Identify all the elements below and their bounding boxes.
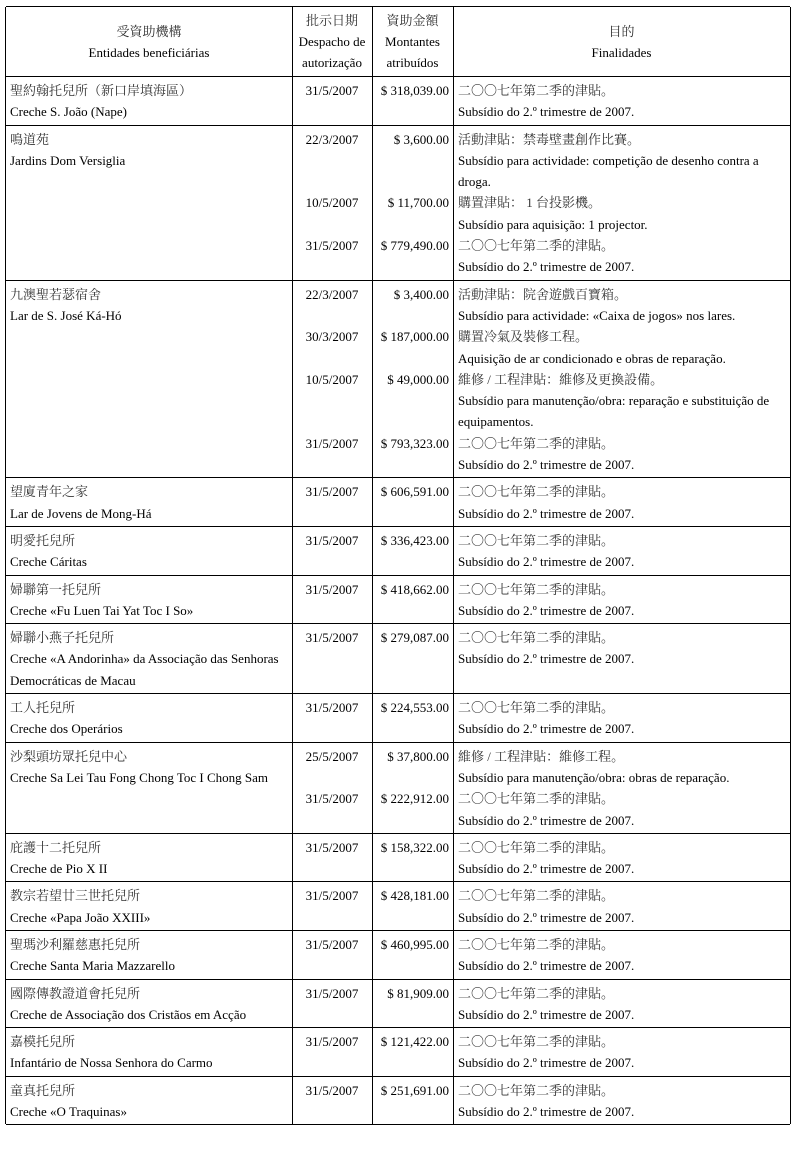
entity-name-zh: 教宗若望廿三世托兒所 [10, 888, 141, 904]
entry-list [292, 481, 790, 524]
header-date-zh: 批示日期 [305, 13, 358, 28]
entity-cell [6, 627, 292, 691]
purpose-pt: Subsídio para actividade: competição de desenho contra a droga. [458, 152, 759, 190]
amount: $ 11,700.00 [387, 195, 449, 211]
purpose-zh: 二〇〇七年第二季的津貼。 [458, 83, 615, 98]
entity-name-zh: 嘉模托兒所 [10, 1034, 76, 1050]
subsidy-entry [292, 746, 790, 789]
purpose-pt: Subsídio para manutenção/obra: obras de reparação. [458, 769, 730, 785]
purpose-cell [453, 129, 790, 193]
header-purpose-zh: 目的 [608, 23, 635, 39]
entry-list [292, 80, 790, 123]
entity-cell [6, 579, 292, 622]
entry-list [292, 837, 790, 880]
authorization-date: 31/5/2007 [305, 888, 359, 904]
purpose-cell [453, 80, 790, 123]
authorization-date: 31/5/2007 [305, 936, 359, 952]
header-amount [372, 7, 453, 76]
purpose-pt: Subsídio do 2.º trimestre de 2007. [458, 104, 635, 120]
header-amount-pt: atribuídos [386, 55, 439, 70]
entity-name-pt: Lar de S. José Ká-Hó [10, 307, 122, 323]
entity-name-zh: 婦聯第一托兒所 [10, 581, 102, 597]
entity-name-pt: Creche de Associação dos Cristãos em Acção [10, 1006, 247, 1022]
header-amount-zh: 資助金額 [386, 13, 439, 28]
subsidy-entry [292, 530, 790, 573]
table-row [6, 694, 790, 743]
purpose-pt: Subsídio do 2.º trimestre de 2007. [458, 861, 635, 877]
purpose-zh: 二〇〇七年第二季的津貼。 [458, 532, 615, 548]
entity-cell [6, 934, 292, 977]
purpose-cell [453, 1080, 790, 1123]
entity-cell [6, 284, 292, 476]
entity-cell [6, 481, 292, 524]
authorization-date: 31/5/2007 [305, 1082, 359, 1098]
entity-name-pt: Creche «Fu Luen Tai Yat Toc I So» [10, 602, 194, 618]
entity-name-pt: Infantário de Nossa Senhora do Carmo [10, 1055, 213, 1071]
entry-list [292, 885, 790, 928]
subsidy-entry [292, 983, 790, 1026]
entity-name-pt: Creche de Pio X II [10, 861, 108, 877]
entity-cell [6, 1080, 292, 1123]
header-amount-pt: Montantes [385, 34, 440, 49]
authorization-date: 31/5/2007 [305, 435, 359, 451]
authorization-date: 31/5/2007 [305, 700, 359, 716]
authorization-date: 31/5/2007 [305, 238, 359, 254]
subsidy-entry [292, 129, 790, 193]
authorization-date: 31/5/2007 [305, 985, 359, 1001]
table-row [6, 1028, 790, 1077]
entity-cell [6, 129, 292, 278]
subsidy-entry [292, 579, 790, 622]
header-entities-zh: 受資助機構 [116, 23, 182, 39]
authorization-date: 25/5/2007 [305, 748, 359, 764]
entity-name-pt: Creche S. João (Nape) [10, 104, 127, 120]
purpose-pt: Subsídio do 2.º trimestre de 2007. [458, 505, 635, 521]
amount: $ 251,691.00 [380, 1082, 449, 1098]
entry-list [292, 579, 790, 622]
entry-list [292, 530, 790, 573]
header-purpose [453, 7, 790, 76]
entity-name-pt: Creche Santa Maria Mazzarello [10, 958, 175, 974]
purpose-pt: Subsídio do 2.º trimestre de 2007. [458, 1006, 635, 1022]
table-row [6, 478, 790, 527]
purpose-pt: Subsídio do 2.º trimestre de 2007. [458, 259, 635, 275]
entity-cell [6, 746, 292, 831]
amount: $ 222,912.00 [380, 791, 449, 807]
table-row [6, 931, 790, 980]
table-row [6, 77, 790, 126]
subsidy-entry [292, 369, 790, 433]
entry-list [292, 697, 790, 740]
authorization-date: 31/5/2007 [305, 532, 359, 548]
entity-cell [6, 983, 292, 1026]
subsidy-entry [292, 1031, 790, 1074]
purpose-zh: 二〇〇七年第二季的津貼。 [458, 435, 615, 451]
purpose-pt: Subsídio do 2.º trimestre de 2007. [458, 651, 635, 667]
purpose-zh: 活動津貼：禁毒壁畫創作比賽。 [458, 131, 641, 147]
entity-name-pt: Creche Cáritas [10, 554, 87, 570]
purpose-zh: 二〇〇七年第二季的津貼。 [458, 484, 615, 500]
entity-name-zh: 九澳聖若瑟宿舍 [10, 286, 102, 302]
purpose-zh: 二〇〇七年第二季的津貼。 [458, 985, 615, 1001]
entry-list [292, 627, 790, 691]
table-row [6, 281, 790, 479]
table-row [6, 834, 790, 883]
subsidy-entry [292, 1080, 790, 1123]
subsidy-entry [292, 697, 790, 740]
authorization-date: 31/5/2007 [305, 1034, 359, 1050]
table-border-right [790, 7, 791, 1124]
subsidy-entry [292, 934, 790, 977]
entity-cell [6, 80, 292, 123]
purpose-zh: 二〇〇七年第二季的津貼。 [458, 888, 615, 904]
entity-name-pt: Creche «O Traquinas» [10, 1104, 127, 1120]
table-border-left [5, 7, 6, 1124]
entity-name-zh: 婦聯小燕子托兒所 [10, 630, 115, 646]
entity-name-pt: Creche «Papa João XXIII» [10, 909, 151, 925]
amount: $ 336,423.00 [380, 532, 449, 548]
entity-name-zh: 聖約翰托兒所（新口岸填海區） [10, 83, 193, 98]
header-purpose-pt: Finalidades [591, 44, 652, 60]
table-header [6, 7, 790, 77]
authorization-date: 10/5/2007 [305, 371, 359, 387]
purpose-zh: 二〇〇七年第二季的津貼。 [458, 936, 615, 952]
entity-name-zh: 國際傳教證道會托兒所 [10, 985, 141, 1001]
purpose-pt: Subsídio do 2.º trimestre de 2007. [458, 602, 635, 618]
entity-name-pt: Creche «A Andorinha» da Associação das Senhoras Democráticas de Macau [10, 651, 279, 688]
authorization-date: 31/5/2007 [305, 83, 359, 98]
purpose-cell [453, 192, 790, 235]
subsidy-entry [292, 284, 790, 327]
purpose-pt: Subsídio para actividade: «Caixa de jogos» nos lares. [458, 307, 736, 323]
amount: $ 81,909.00 [387, 985, 449, 1001]
entry-list [292, 1080, 790, 1123]
amount: $ 37,800.00 [387, 748, 449, 764]
table-row [6, 126, 790, 281]
subsidy-entry [292, 627, 790, 670]
purpose-zh: 二〇〇七年第二季的津貼。 [458, 791, 615, 807]
table-row [6, 980, 790, 1029]
purpose-cell [453, 746, 790, 789]
subsidy-entry [292, 837, 790, 880]
subsidy-entry [292, 481, 790, 524]
amount: $ 3,400.00 [393, 286, 449, 302]
purpose-cell [453, 284, 790, 327]
table-body [6, 77, 790, 1124]
purpose-cell [453, 1031, 790, 1074]
purpose-cell [453, 579, 790, 622]
entity-name-pt: Creche dos Operários [10, 721, 123, 737]
purpose-cell [453, 235, 790, 278]
table-row [6, 576, 790, 625]
purpose-cell [453, 983, 790, 1026]
amount: $ 428,181.00 [380, 888, 449, 904]
amount: $ 460,995.00 [380, 936, 449, 952]
subsidy-entry [292, 326, 790, 369]
authorization-date: 31/5/2007 [305, 484, 359, 500]
entity-name-pt: Creche Sa Lei Tau Fong Chong Toc I Chong Sam [10, 769, 269, 785]
purpose-zh: 活動津貼：院舍遊戲百寶箱。 [458, 286, 628, 302]
column-divider [292, 7, 293, 1124]
amount: $ 121,422.00 [380, 1034, 449, 1050]
purpose-cell [453, 326, 790, 369]
authorization-date: 31/5/2007 [305, 581, 359, 597]
purpose-zh: 二〇〇七年第二季的津貼。 [458, 238, 615, 254]
purpose-zh: 二〇〇七年第二季的津貼。 [458, 581, 615, 597]
authorization-date: 31/5/2007 [305, 791, 359, 807]
authorization-date: 22/3/2007 [305, 131, 359, 147]
amount: $ 158,322.00 [380, 839, 449, 855]
authorization-date: 31/5/2007 [305, 839, 359, 855]
entry-list [292, 983, 790, 1026]
authorization-date: 22/3/2007 [305, 286, 359, 302]
purpose-pt: Subsídio do 2.º trimestre de 2007. [458, 1104, 635, 1120]
purpose-pt: Subsídio do 2.º trimestre de 2007. [458, 457, 635, 473]
subsidy-entry [292, 788, 790, 831]
entry-list [292, 129, 790, 278]
column-divider [372, 7, 373, 1124]
entity-name-zh: 明愛托兒所 [10, 532, 76, 548]
entry-list [292, 284, 790, 476]
purpose-zh: 維修 / 工程津貼：維修及更換設備。 [458, 371, 664, 387]
table-row [6, 527, 790, 576]
table-row [6, 624, 790, 694]
table-row [6, 743, 790, 834]
amount: $ 779,490.00 [380, 238, 449, 254]
purpose-pt: Subsídio do 2.º trimestre de 2007. [458, 1055, 635, 1071]
entity-cell [6, 885, 292, 928]
entity-name-zh: 鳴道苑 [10, 131, 50, 147]
purpose-cell [453, 433, 790, 476]
entity-name-pt: Lar de Jovens de Mong-Há [10, 505, 152, 521]
header-date-pt: autorização [302, 55, 362, 70]
purpose-pt: Subsídio para aquisição: 1 projector. [458, 216, 648, 232]
subsidy-entry [292, 192, 790, 235]
purpose-zh: 維修 / 工程津貼：維修工程。 [458, 748, 625, 764]
amount: $ 49,000.00 [387, 371, 449, 387]
entry-list [292, 746, 790, 831]
amount: $ 3,600.00 [393, 131, 449, 147]
table-row [6, 882, 790, 931]
purpose-cell [453, 481, 790, 524]
purpose-pt: Subsídio para manutenção/obra: reparação e substituição de equipamentos. [458, 393, 770, 430]
amount: $ 793,323.00 [380, 435, 449, 451]
entry-list [292, 934, 790, 977]
subsidy-entry [292, 235, 790, 278]
purpose-pt: Aquisição de ar condicionado e obras de reparação. [458, 350, 726, 366]
purpose-cell [453, 837, 790, 880]
authorization-date: 30/3/2007 [305, 329, 359, 345]
entity-name-zh: 童真托兒所 [10, 1082, 76, 1098]
entity-name-pt: Jardins Dom Versiglia [10, 152, 126, 168]
column-divider [453, 7, 454, 1124]
amount: $ 418,662.00 [380, 581, 449, 597]
entity-name-zh: 庇護十二托兒所 [10, 839, 102, 855]
purpose-zh: 購置津貼： 1 台投影機。 [458, 195, 602, 211]
header-entities-pt: Entidades beneficiárias [88, 44, 210, 60]
entity-name-zh: 聖瑪沙利羅慈惠托兒所 [10, 936, 141, 952]
entity-name-zh: 沙梨頭坊眾托兒中心 [10, 748, 128, 764]
entity-cell [6, 697, 292, 740]
entity-cell [6, 530, 292, 573]
purpose-zh: 二〇〇七年第二季的津貼。 [458, 1034, 615, 1050]
subsidy-table [6, 6, 790, 1125]
purpose-zh: 購置冷氣及裝修工程。 [458, 329, 589, 345]
purpose-pt: Subsídio do 2.º trimestre de 2007. [458, 812, 635, 828]
header-date-pt: Despacho de [298, 34, 366, 49]
subsidy-entry [292, 885, 790, 928]
amount: $ 606,591.00 [380, 484, 449, 500]
entity-name-zh: 望廈青年之家 [10, 484, 89, 500]
header-entities [6, 7, 292, 76]
purpose-cell [453, 530, 790, 573]
purpose-cell [453, 369, 790, 433]
authorization-date: 10/5/2007 [305, 195, 359, 211]
purpose-pt: Subsídio do 2.º trimestre de 2007. [458, 721, 635, 737]
entity-cell [6, 1031, 292, 1074]
purpose-cell [453, 697, 790, 740]
purpose-zh: 二〇〇七年第二季的津貼。 [458, 1082, 615, 1098]
amount: $ 279,087.00 [380, 630, 449, 646]
amount: $ 318,039.00 [380, 83, 449, 98]
entity-name-zh: 工人托兒所 [10, 700, 76, 716]
purpose-zh: 二〇〇七年第二季的津貼。 [458, 700, 615, 716]
purpose-cell [453, 934, 790, 977]
purpose-pt: Subsídio do 2.º trimestre de 2007. [458, 958, 635, 974]
purpose-pt: Subsídio do 2.º trimestre de 2007. [458, 554, 635, 570]
subsidy-entry [292, 80, 790, 123]
purpose-zh: 二〇〇七年第二季的津貼。 [458, 630, 615, 646]
purpose-cell [453, 788, 790, 831]
entry-list [292, 1031, 790, 1074]
purpose-cell [453, 885, 790, 928]
entity-cell [6, 837, 292, 880]
table-row [6, 1077, 790, 1125]
purpose-zh: 二〇〇七年第二季的津貼。 [458, 839, 615, 855]
subsidy-entry [292, 433, 790, 476]
authorization-date: 31/5/2007 [305, 630, 359, 646]
amount: $ 187,000.00 [380, 329, 449, 345]
amount: $ 224,553.00 [380, 700, 449, 716]
header-date [292, 7, 372, 76]
purpose-pt: Subsídio do 2.º trimestre de 2007. [458, 909, 635, 925]
purpose-cell [453, 627, 790, 670]
